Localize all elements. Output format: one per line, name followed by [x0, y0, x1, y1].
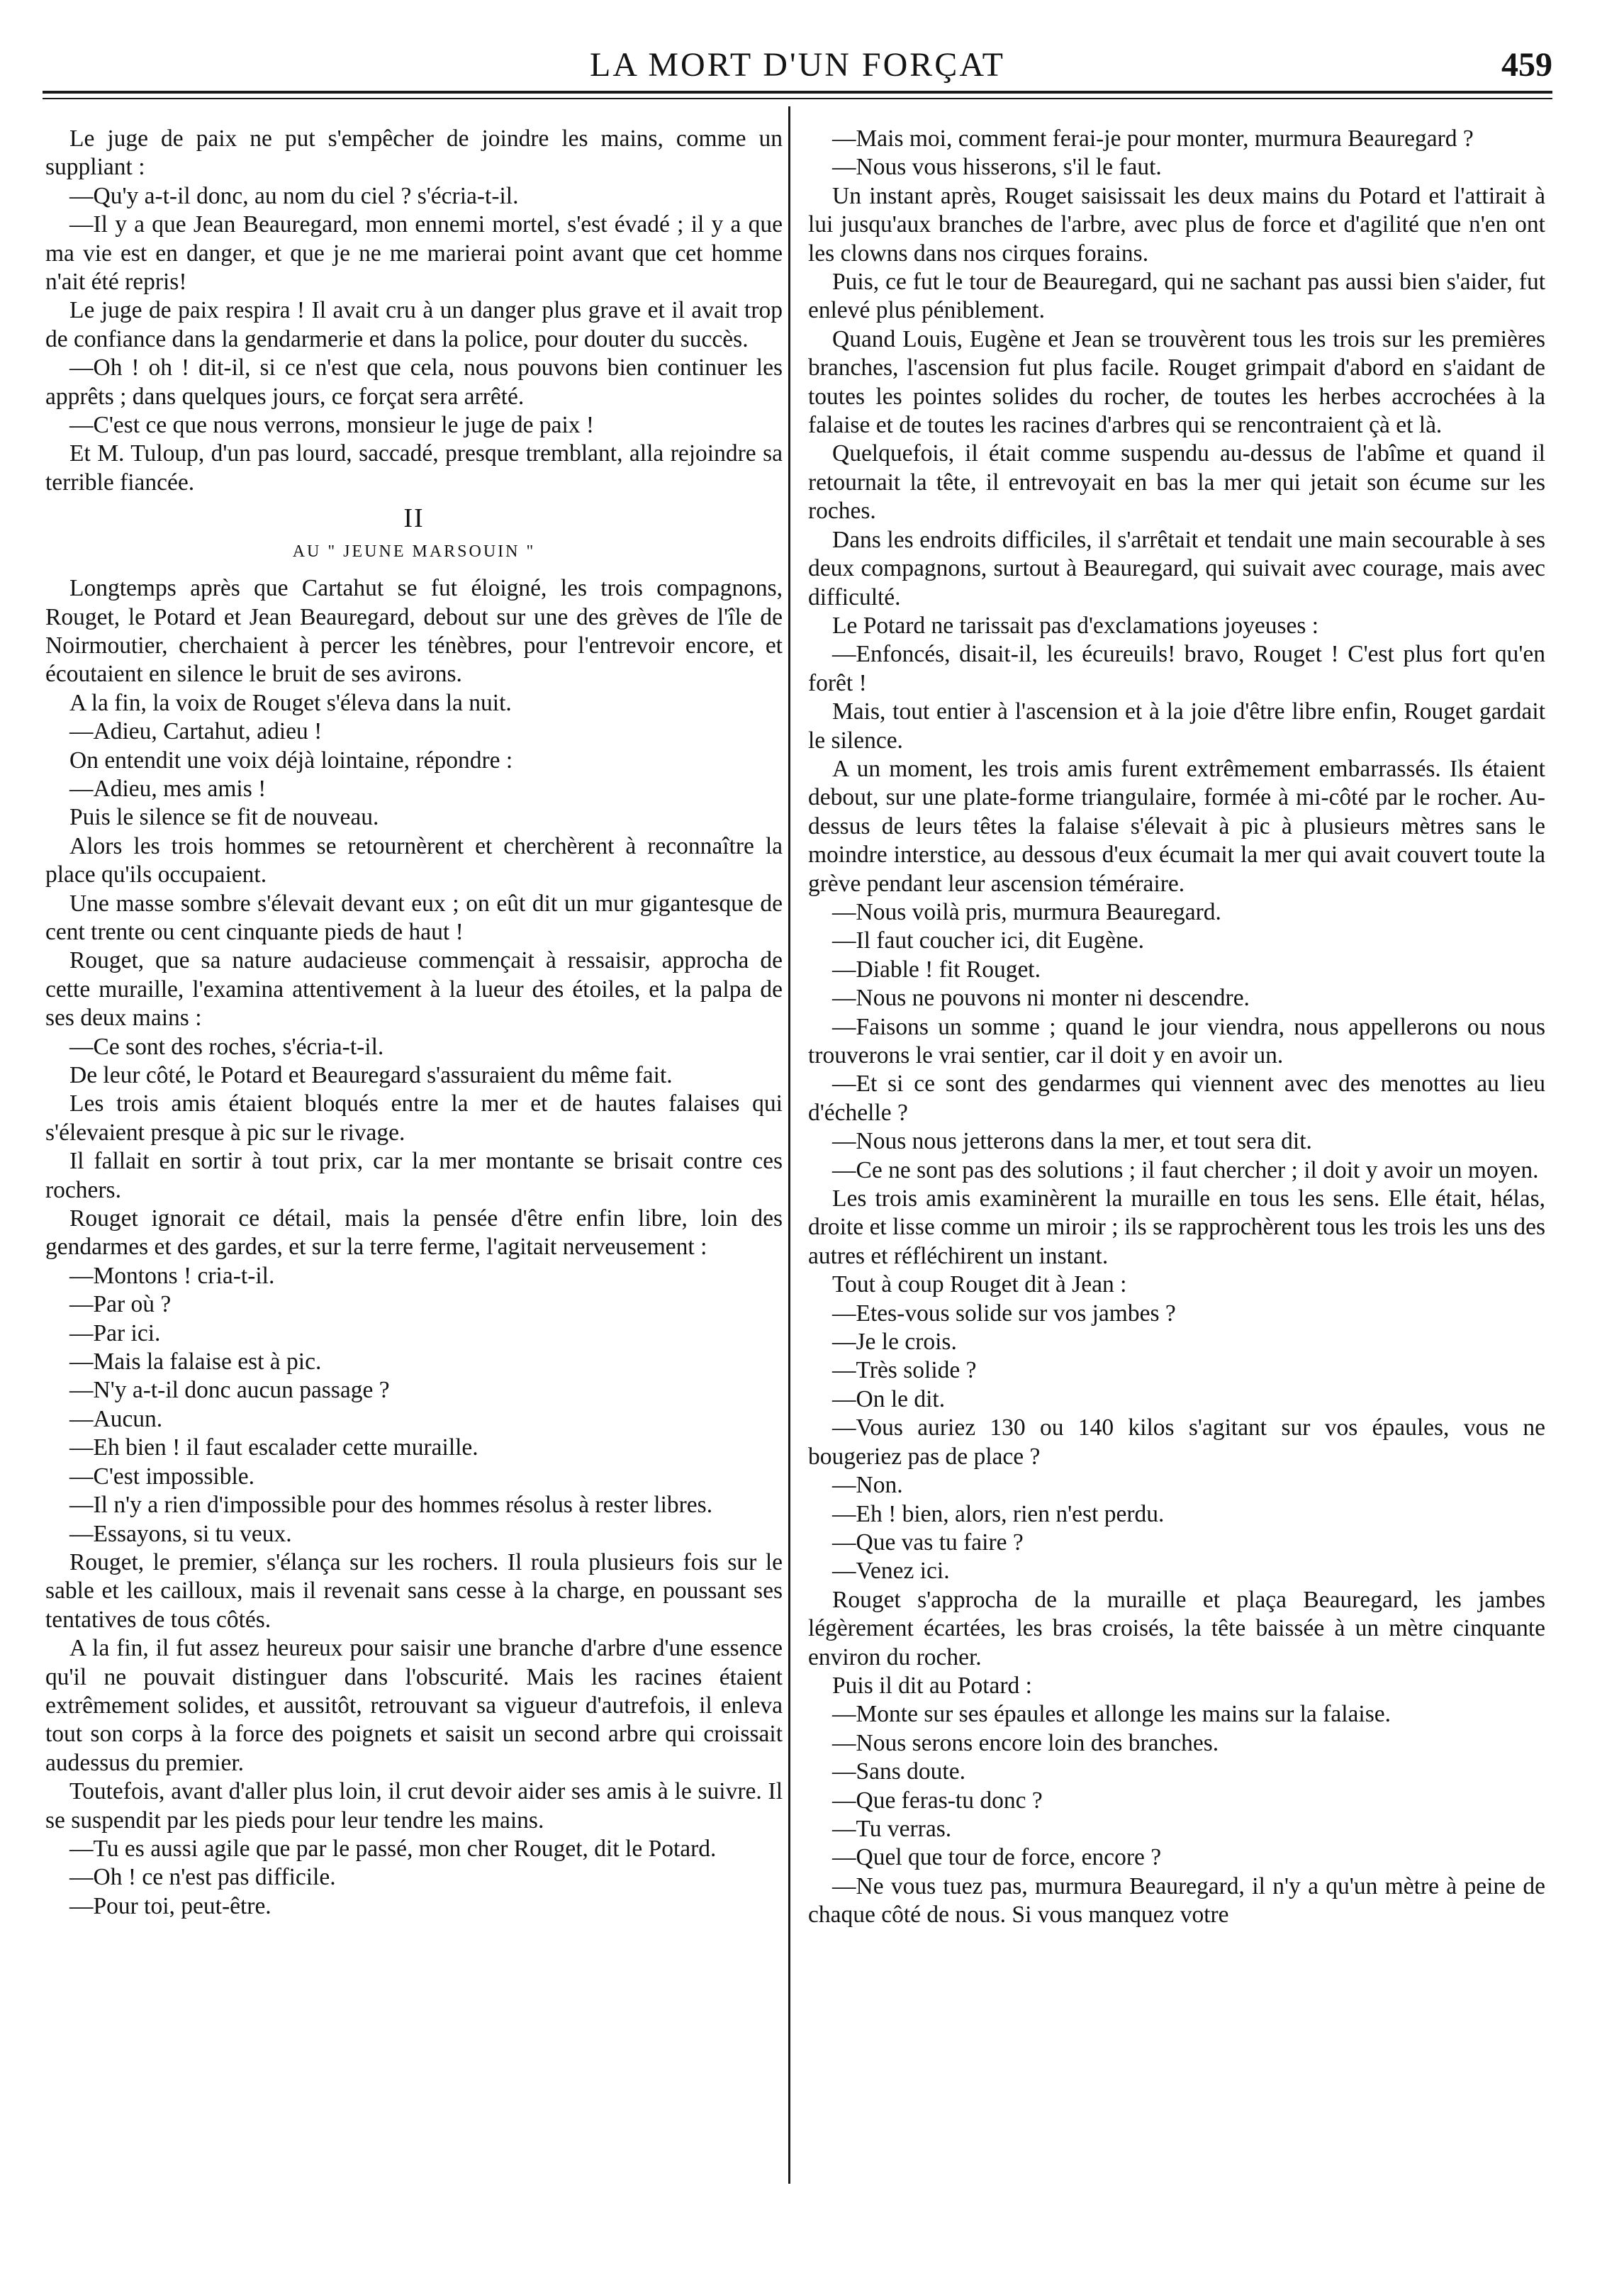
page-header — [43, 40, 1552, 85]
paragraph: —N'y a-t-il donc aucun passage ? — [69, 1377, 390, 1404]
paragraph: —Quel que tour de force, encore ? — [832, 1844, 1162, 1871]
page-number: 459 — [1501, 46, 1552, 84]
running-title: LA MORT D'UN FORÇAT — [590, 46, 1005, 84]
paragraph: —Nous nous jetterons dans la mer, et tout sera dit. — [832, 1128, 1312, 1155]
paragraph: —Ne vous tuez pas, murmura Beauregard, il n'y a qu'un mètre à peine de chaque côté de nous. Si vous manquez votre — [808, 1872, 1545, 1928]
paragraph: —Mais la falaise est à pic. — [69, 1349, 322, 1375]
paragraph: —Que vas tu faire ? — [832, 1529, 1024, 1556]
paragraph: —C'est impossible. — [69, 1463, 255, 1490]
paragraph: Il fallait en sortir à tout prix, car la mer montante se brisait contre ces rochers. — [45, 1148, 783, 1203]
paragraph: Puis le silence se fit de nouveau. — [69, 804, 379, 831]
paragraph: —Eh ! bien, alors, rien n'est perdu. — [832, 1500, 1165, 1527]
paragraph: Le juge de paix respira ! Il avait cru à un danger plus grave et il avait trop de confiance dans la gendarmerie et dans la police, pour douter du succès. — [45, 297, 783, 352]
paragraph: —Adieu, Cartahut, adieu ! — [69, 718, 323, 745]
paragraph: —Oh ! oh ! dit-il, si ce n'est que cela, nous pouvons bien continuer les apprêts ; dans quelques jours, ce forçat sera arrêté. — [45, 355, 783, 410]
paragraph: Rouget s'approcha de la muraille et plaça Beauregard, les jambes légèrement écartées, les bras croisés, la tête baissée à un mètre cinquante environ du rocher. — [808, 1586, 1545, 1670]
paragraph: —On le dit. — [832, 1385, 946, 1412]
paragraph: Alors les trois hommes se retournèrent et cherchèrent à reconnaître la place qu'ils occupaient. — [45, 832, 783, 888]
paragraph: Rouget, que sa nature audacieuse commençait à ressaisir, approcha de cette muraille, l'examina attentivement à la lueur des étoiles, et la palpa de ses deux mains : — [45, 947, 783, 1032]
paragraph: A un moment, les trois amis furent extrêmement embarrassés. Ils étaient debout, sur une plate-forme triangulaire, formée à mi-côté par le rocher. Au-dessus de leurs têtes la falaise s'élevait à pic à plusieurs mètres sans le moindre interstice, au dessous d'eux écumait la mer qui avait couvert toute la grève pendant leur ascension téméraire. — [808, 755, 1545, 897]
paragraph: —Nous ne pouvons ni monter ni descendre. — [832, 985, 1250, 1012]
paragraph: A la fin, la voix de Rouget s'éleva dans la nuit. — [69, 689, 512, 716]
paragraph: A la fin, il fut assez heureux pour saisir une branche d'arbre d'une essence qu'il ne pouvait distinguer dans l'obscurité. Mais les racines étaient extrêmement solides, et aussitôt, retrouvant sa vigueur d'autrefois, il enleva tout son corps à la force des poignets et saisit un second arbre qui croissait audessus du premier. — [45, 1635, 783, 1776]
paragraph: —Ce ne sont pas des solutions ; il faut chercher ; il doit y avoir un moyen. — [832, 1156, 1539, 1183]
paragraph: —Il n'y a rien d'impossible pour des hommes résolus à rester libres. — [69, 1492, 713, 1519]
paragraph: Dans les endroits difficiles, il s'arrêtait et tendait une main secourable à ses deux compagnons, surtout à Beauregard, qui suivait avec courage, mais avec difficulté. — [808, 526, 1545, 610]
paragraph: —Il faut coucher ici, dit Eugène. — [832, 927, 1144, 954]
section-number: II — [403, 503, 425, 534]
paragraph: —Mais moi, comment ferai-je pour monter, murmura Beauregard ? — [832, 125, 1474, 152]
right-column-text — [808, 125, 1545, 1930]
paragraph: —Non. — [832, 1472, 903, 1499]
paragraph: —Il y a que Jean Beauregard, mon ennemi mortel, s'est évadé ; il y a que ma vie est en danger, et que je ne me marierai point avant que cet homme n'ait été repris! — [45, 211, 783, 296]
paragraph: —Adieu, mes amis ! — [69, 775, 267, 802]
paragraph: —Venez ici. — [832, 1558, 950, 1585]
paragraph: —Pour toi, peut-être. — [69, 1892, 271, 1919]
paragraph: —Je le crois. — [832, 1329, 957, 1356]
paragraph: —Très solide ? — [832, 1357, 977, 1384]
paragraph: —Tu es aussi agile que par le passé, mon cher Rouget, dit le Potard. — [69, 1835, 717, 1862]
header-rule-thin — [43, 98, 1552, 99]
right-column — [808, 125, 1545, 1930]
left-column-section-text — [45, 574, 783, 1921]
paragraph: Les trois amis examinèrent la muraille en tous les sens. Elle était, hélas, droite et lisse comme un miroir ; ils se rapprochèrent tous les trois les uns des autres et réfléchirent un instant. — [808, 1185, 1545, 1269]
paragraph: Le juge de paix ne put s'empêcher de joindre les mains, comme un suppliant : — [45, 125, 783, 181]
paragraph: —Tu verras. — [832, 1815, 952, 1842]
paragraph: —Montons ! cria-t-il. — [69, 1262, 275, 1289]
paragraph: —Etes-vous solide sur vos jambes ? — [832, 1300, 1176, 1327]
paragraph: —Par ici. — [69, 1319, 161, 1346]
paragraph: —Nous vous hisserons, s'il le faut. — [832, 154, 1162, 181]
paragraph: Rouget, le premier, s'élança sur les rochers. Il roula plusieurs fois sur le sable et les cailloux, mais il revenait sans cesse à la charge, en poussant ses tentatives de tous côtés. — [45, 1548, 783, 1633]
paragraph: —Qu'y a-t-il donc, au nom du ciel ? s'écria-t-il. — [69, 182, 519, 209]
paragraph: —Que feras-tu donc ? — [832, 1787, 1043, 1814]
paragraph: Tout à coup Rouget dit à Jean : — [832, 1271, 1127, 1298]
paragraph: —Monte sur ses épaules et allonge les mains sur la falaise. — [832, 1701, 1391, 1728]
left-column — [45, 125, 783, 1921]
paragraph: —Essayons, si tu veux. — [69, 1520, 292, 1547]
paragraph: Quand Louis, Eugène et Jean se trouvèrent tous les trois sur les premières branches, l'ascension fut plus facile. Rouget grimpait d'abord en s'aidant de toutes les pointes solides du rocher, de toutes les herbes accrochées à la falaise et de toutes les racines d'arbres qui se rencontraient çà et là. — [808, 325, 1545, 439]
paragraph: —Sans doute. — [832, 1758, 965, 1785]
paragraph: —Faisons un somme ; quand le jour viendra, nous appellerons ou nous trouverons le vrai sentier, car il doit y en avoir un. — [808, 1013, 1545, 1068]
paragraph: Puis il dit au Potard : — [832, 1672, 1032, 1699]
column-divider — [788, 106, 790, 2184]
paragraph: —Par où ? — [69, 1291, 172, 1318]
paragraph: De leur côté, le Potard et Beauregard s'assuraient du même fait. — [69, 1062, 673, 1088]
paragraph: —Diable ! fit Rouget. — [832, 956, 1041, 983]
paragraph: —Ce sont des roches, s'écria-t-il. — [69, 1033, 384, 1060]
paragraph: —Nous voilà pris, murmura Beauregard. — [832, 898, 1221, 925]
section-title: AU " JEUNE MARSOUIN " — [292, 542, 536, 561]
paragraph: On entendit une voix déjà lointaine, répondre : — [69, 747, 513, 774]
paragraph: —Vous auriez 130 ou 140 kilos s'agitant sur vos épaules, vous ne bougeriez pas de place ? — [808, 1414, 1545, 1470]
paragraph: Quelquefois, il était comme suspendu au-dessus de l'abîme et quand il retournait la tête, il entrevoyait en bas la mer qui jetait son écume sur les roches. — [808, 440, 1545, 525]
header-rule — [43, 91, 1552, 94]
paragraph: Les trois amis étaient bloqués entre la mer et de hautes falaises qui s'élevaient presque à pic sur le rivage. — [45, 1090, 783, 1146]
paragraph: Longtemps après que Cartahut se fut éloigné, les trois compagnons, Rouget, le Potard et Jean Beauregard, debout sur une des grèves de l'île de Noirmoutier, cherchaient à percer les ténèbres, pour l'entrevoir encore, et écoutaient en silence le bruit de ses avirons. — [45, 575, 783, 688]
paragraph: —Aucun. — [69, 1405, 163, 1432]
paragraph: Mais, tout entier à l'ascension et à la joie d'être libre enfin, Rouget gardait le silence. — [808, 698, 1545, 754]
paragraph: Rouget ignorait ce détail, mais la pensée d'être enfin libre, loin des gendarmes et des gardes, et sur la terre ferme, l'agitait nerveusement : — [45, 1205, 783, 1261]
paragraph: —C'est ce que nous verrons, monsieur le juge de paix ! — [69, 412, 595, 439]
paragraph: Un instant après, Rouget saisissait les deux mains du Potard et l'attirait à lui jusqu'aux branches de l'arbre, avec plus de force et d'agilité que n'en ont les clowns dans nos cirques forains. — [808, 182, 1545, 267]
paragraph: —Eh bien ! il faut escalader cette muraille. — [69, 1434, 478, 1461]
paragraph: —Et si ce sont des gendarmes qui viennent avec des menottes au lieu d'échelle ? — [808, 1071, 1545, 1126]
paragraph: —Enfoncés, disait-il, les écureuils! bravo, Rouget ! C'est plus fort qu'en forêt ! — [808, 641, 1545, 696]
paragraph: —Nous serons encore loin des branches. — [832, 1729, 1219, 1756]
paragraph: —Oh ! ce n'est pas difficile. — [69, 1864, 336, 1891]
paragraph: Puis, ce fut le tour de Beauregard, qui ne sachant pas aussi bien s'aider, fut enlevé plus péniblement. — [808, 269, 1545, 324]
paragraph: Toutefois, avant d'aller plus loin, il crut devoir aider ses amis à le suivre. Il se suspendit par les pieds pour leur tendre les mains. — [45, 1778, 783, 1833]
paragraph: Une masse sombre s'élevait devant eux ; on eût dit un mur gigantesque de cent trente ou cent cinquante pieds de haut ! — [45, 890, 783, 945]
paragraph: Le Potard ne tarissait pas d'exclamations joyeuses : — [832, 612, 1319, 639]
left-column-opening-text — [45, 125, 783, 497]
paragraph: Et M. Tuloup, d'un pas lourd, saccadé, presque tremblant, alla rejoindre sa terrible fiancée. — [45, 440, 783, 496]
